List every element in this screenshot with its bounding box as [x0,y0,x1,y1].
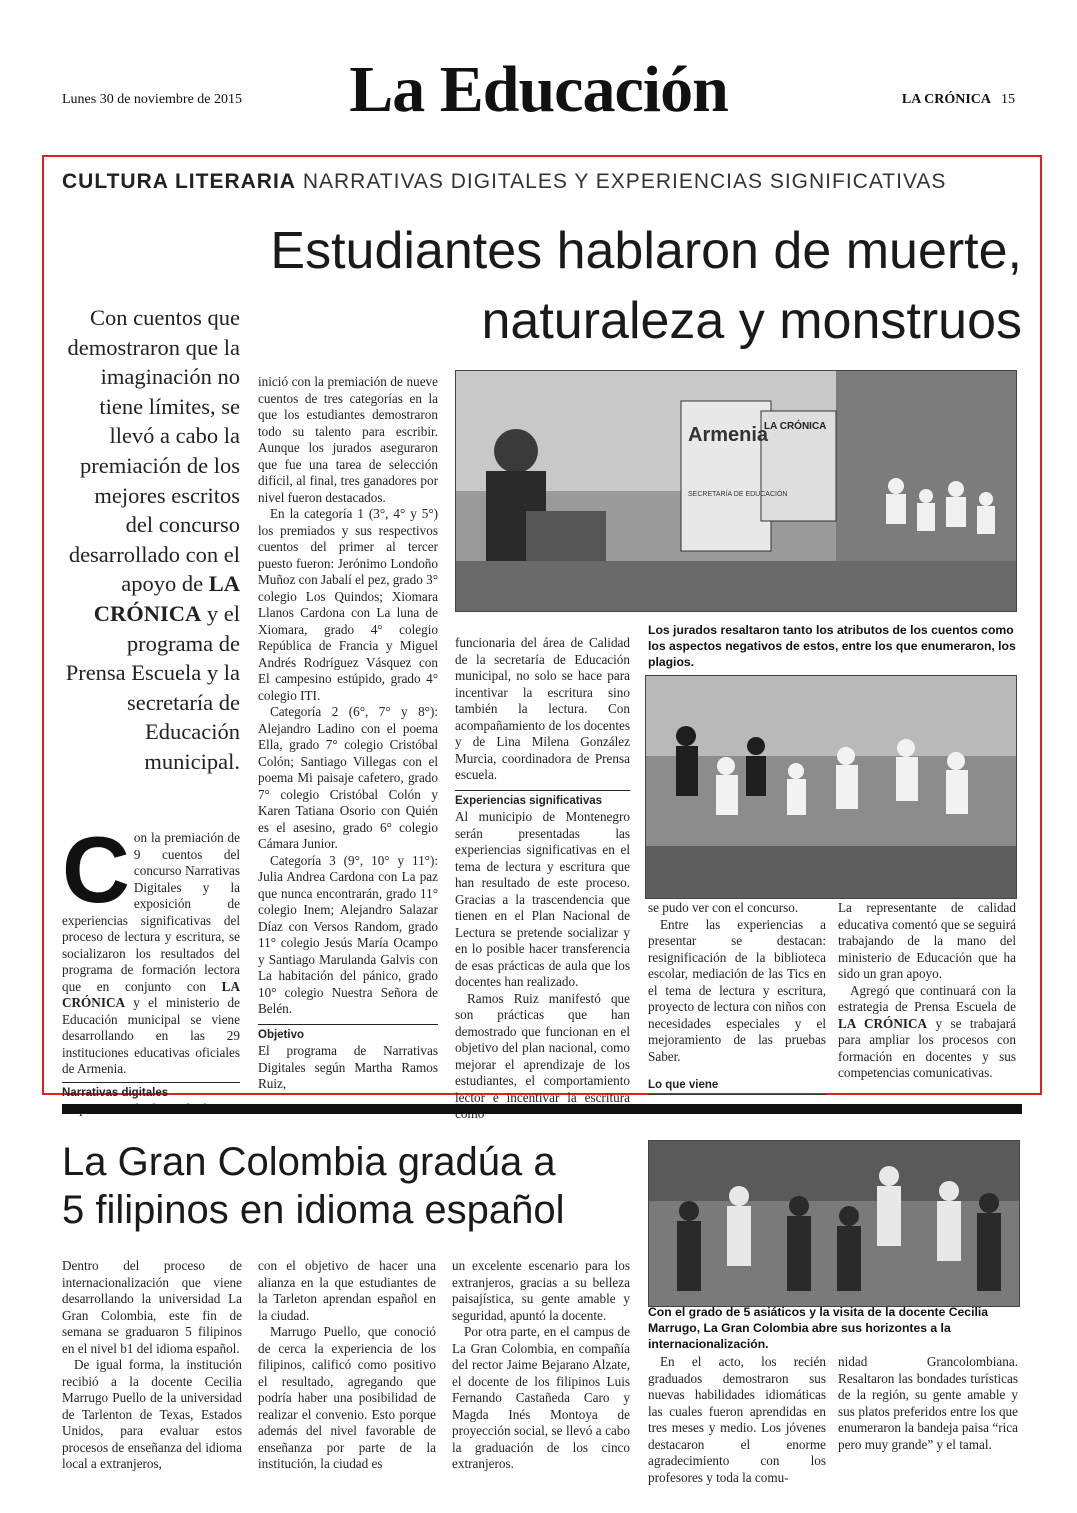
deck-bold: LA CRÓNICA [93,571,240,626]
photo-caption-2: Con el grado de 5 asiáticos y la visita de la docente Cecilia Marrugo, La Gran Colombia abre sus horizontes a la internacionalización. [648,1305,989,1351]
page-number: 15 [1001,92,1015,107]
poster-title: LA CRÓNICA [764,421,827,432]
article2-column-3 [452,1258,630,1473]
article2-headline-line-1: La Gran Colombia gradúa a [62,1140,556,1184]
photo-illustration [646,676,1016,898]
article2-column-1 [62,1258,242,1473]
paragraph: Entre las experiencias a presentar se destacan: resignificación de la biblioteca escolar, mediación de las Tics en el tema de lectura y escritura, proyecto de lectura con niños con necesidades especiales y el mejoramiento de las pruebas Saber. [648,916,826,1064]
subhead-narrativas: Narrativas digitales [62,1082,240,1102]
article1-column-5 [838,900,1016,1082]
subhead-objetivo: Objetivo [258,1024,438,1044]
paragraph: un excelente escenario para los extranjeros, gracias a su belleza paisajística, su gente amable y seguridad, apuntó la docente. [452,1258,630,1323]
header-paper [902,92,1015,108]
paragraph-text: Agregó que continuará con la estrategia de Prensa Escuela de [838,982,1016,1014]
deck-text-a: Con cuentos que demostraron que la imaginación no tiene límites, se llevó a cabo la premiación de los mejores escritos del concurso desarrollado con el apoyo de [67,305,240,597]
article1-column-1 [62,817,240,1118]
paragraph: inició con la premiación de nueve cuentos de tres categorías en la que los estudiantes demostraron todo su talento para escribir. Aunque los jurados aseguraron que fue una tarea de selección difícil, al final, tres ganadores por nivel fueron destacados. [258,374,438,505]
photo-illustration [456,371,1016,611]
paragraph: con el objetivo de hacer una alianza en la que estudiantes de la Tarleton aprendan español en la ciudad. [258,1258,436,1323]
section-label [62,170,946,194]
photo-jurado-speaking [455,370,1017,612]
article1-column-4 [648,900,826,1095]
paragraph: De igual forma, la institución recibió a la docente Cecilia Marrugo Puello de la universidad de Tarlenton de Texas, Estados Unidos, para evaluar estos procesos de enseñanza del idioma local a extranjeros, [62,1357,242,1471]
deck-text-b: y el programa de Prensa Escuela y la secretaría de Educación municipal. [65,600,240,774]
subhead-lo-que-viene: Lo que viene [648,1077,826,1095]
photo-students [645,675,1017,899]
paragraph-text: on la premiación de 9 cuentos del concurso Narrativas Digitales y la exposición de experiencias significativas del proceso de lectura y escritura, se socializaron los resultados del programa de formación lectora que en conjunto con [62,830,240,994]
paragraph [62,817,240,1078]
newspaper-name: LA CRÓNICA [901,92,991,107]
paragraph: se pudo ver con el concurso. [648,900,799,915]
paragraph: El programa de Narrativas Digitales según Martha Ramos Ruiz, [258,1043,438,1091]
paragraph [838,983,1016,1082]
paragraph: Categoría 3 (9°, 10° y 11°): Julia Andrea Cardona con La paz que nunca encontrarán, grado 11° colegio Inem; Alejandro Salazar Díaz con Versos Random, grado 11° colegio Jesús María Ocampo y Santiago Marulanda Galvis con La habitación del pánico, grado 10° colegio Nuestra Señora de Belén. [258,852,438,1016]
headline-line-2: naturaleza y monstruos [481,292,1022,350]
paragraph: Ramos Ruiz manifestó que son prácticas que han demostrado que funcionan en el objetivo del plan nacional, como mejorar el aprendizaje de los estudiantes, el comportamiento lector e incentivar la escritura [455,990,630,1105]
section-rest: NARRATIVAS DIGITALES Y EXPERIENCIAS SIGNIFICATIVAS [302,170,947,193]
photo-graduates [648,1140,1020,1307]
paragraph: En el acto, los recién graduados demostraron sus nuevas habilidades idiomáticas las cuales fueron aprendidas en tres meses y medio. Los jóvenes destacaron el enorme agradecimiento con los profesores y toda la comu- [648,1354,826,1485]
photo-illustration [649,1141,1019,1306]
article1-column-3 [455,635,630,1123]
paragraph: funcionaria del área de Calidad de la secretaría de Educación municipal, no solo se hace para incentivar la escritura sino también la lectura. Con acompañamiento de los docentes y de Lina Milena González Murcia, coordinadora de Prensa escuela. [455,635,630,782]
article1-column-2 [258,374,438,1093]
subhead-experiencias: Experiencias significativas [455,790,630,810]
paragraph: Categoría 2 (6°, 7° y 8°): Alejandro Ladino con el poema Ella, grado 7° colegio Cristóbal Colón; Santiago Villegas con el poema Mi paisaje cafetero, grado 7° colegio Cristóbal Colón y Karen Tatiana Osorio con Quién es el asesino, grado 6° colegio Cámara Junior. [258,704,438,851]
banner-sub: SECRETARÍA DE EDUCACIÓN [688,491,788,498]
page-title: La Educación [349,53,728,126]
paragraph-bold: LA CRÓNICA [62,978,240,1010]
section-divider [62,1104,1022,1114]
paragraph-text: y el ministerio de Educación municipal se viene desarrollando en las 29 instituciones educativas oficiales de Armenia. [62,995,240,1076]
drop-cap: C [62,817,130,922]
paragraph: Por otra parte, en el campus de La Gran Colombia, en compañía del rector Jaime Bejarano Alzate, el docente de los filipinos Luis Fernando Castañeda Caro y Magda Inés Montoya de proyección social, se llevó a cabo la graduación de los cinco extranjeros. [452,1324,630,1471]
paragraph-bold: LA CRÓNICA [838,1015,928,1031]
photo-caption-1: Los jurados resaltaron tanto los atributos de los cuentos como los aspectos negativos de estos, entre los que enumeraron, los plagios. [648,623,1016,669]
paragraph: En la categoría 1 (3°, 4° y 5°) los premiados y sus respectivos cuentos del primer al tercer puesto fueron: Jerónimo Londoño Muñoz con Jabalí el pez, grado 3° colegio Los Quindos; Xiomara Llanos Cardona con La luna de Xiomara, grado 4° colegio República de Francia y Miguel Andrés Rodríguez Vásquez con El campesino estúpido, grado 4° colegio ITI. [258,506,438,703]
article2-column-5 [838,1354,1018,1453]
headline-line-1: Estudiantes hablaron de muerte, [270,222,1022,280]
paragraph-text: y se trabajará para ampliar los procesos con formación en docentes y sus competencias comunicativas. [838,1015,1016,1080]
banner-title: Armenia [688,424,769,446]
paragraph: Marrugo Puello, que conoció de cerca la experiencia de los filipinos, calificó como positivo el resultado, agregando que podría haber una posibilidad de realizar el convenio. Esto porque además del nivel favorable de enseñanza por parte de la institución, la ciudad es [258,1324,436,1471]
article2-column-4 [648,1354,826,1486]
paragraph: nidad Grancolombiana. Resaltaron las bondades turísticas de la región, su gente amable y sus platos preferidos entre los que enumeraron la bandeja paisa “rica pero muy grande” y el tamal. [838,1354,1018,1452]
article2-headline-line-2: 5 filipinos en idioma español [62,1188,565,1232]
header-date: Lunes 30 de noviembre de 2015 [62,92,243,107]
paragraph: La representante de calidad educativa comentó que se seguirá trabajando de la mano del ministerio de Educación que ha sido un gran apoyo. [838,900,1016,981]
paragraph: Al municipio de Montenegro serán presentadas las experiencias significativas en el tema de lectura y escritura que han resultado de este proceso. Gracias a la trascendencia que tienen en el Plan Nacional de Lectura se pretende socializar y en lo posible hacer transferencia de esas prácticas de aula que los docentes han realizado. [455,809,630,989]
article-deck [62,303,240,777]
section-bold: CULTURA LITERARIA [62,170,296,193]
paragraph: Dentro del proceso de internacionalización que viene desarrollando la universidad La Gran Colombia, este fin de semana se graduaron 5 filipinos en el nivel b1 del idioma español. [62,1258,242,1356]
article2-column-2 [258,1258,436,1473]
